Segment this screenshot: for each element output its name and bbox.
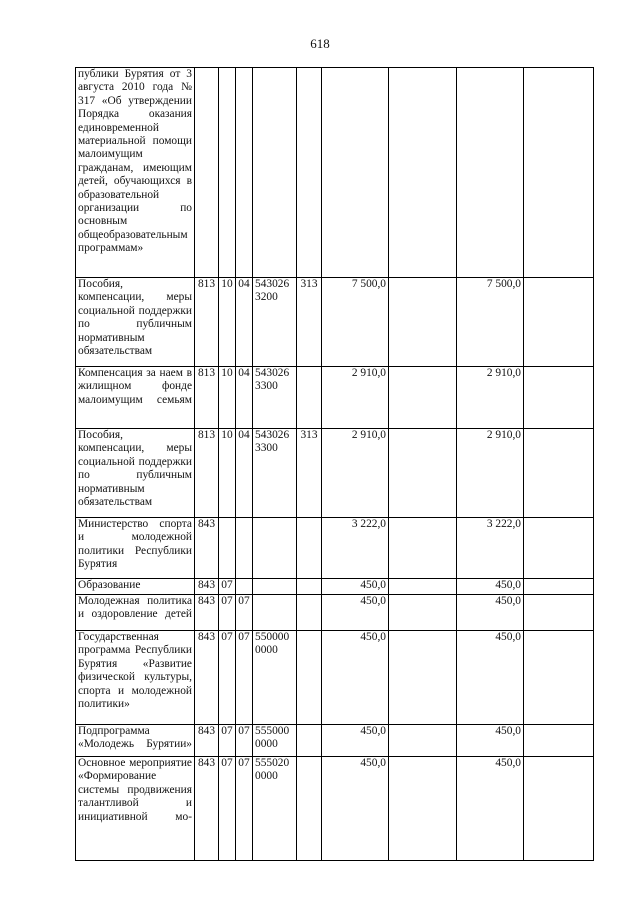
row-expense-type-code bbox=[297, 68, 322, 278]
row-subsection-code bbox=[236, 68, 253, 278]
row-amount-3: 2 910,0 bbox=[457, 367, 524, 429]
row-amount-1: 450,0 bbox=[322, 757, 389, 861]
row-expense-type-code bbox=[297, 725, 322, 757]
row-name: Компенсация за наем в жилищном фонде малоимущим семьям bbox=[76, 367, 195, 429]
row-section-code: 07 bbox=[219, 595, 236, 631]
row-subsection-code: 04 bbox=[236, 429, 253, 518]
row-grbs-code: 843 bbox=[195, 725, 219, 757]
row-name: Подпрограмма «Молодежь Бурятии» bbox=[76, 725, 195, 757]
row-amount-2 bbox=[389, 68, 457, 278]
row-target-article-code: 555020 0000 bbox=[253, 757, 297, 861]
row-amount-1: 450,0 bbox=[322, 595, 389, 631]
table-row bbox=[76, 579, 594, 595]
row-amount-1: 2 910,0 bbox=[322, 367, 389, 429]
table-row bbox=[76, 68, 594, 278]
row-target-article-code: 543026 3300 bbox=[253, 429, 297, 518]
row-expense-type-code bbox=[297, 518, 322, 579]
row-grbs-code: 813 bbox=[195, 429, 219, 518]
table-row bbox=[76, 757, 594, 861]
page-number: 618 bbox=[310, 36, 330, 51]
table-row bbox=[76, 278, 594, 367]
row-subsection-code: 07 bbox=[236, 725, 253, 757]
row-target-article-code bbox=[253, 579, 297, 595]
row-amount-1: 7 500,0 bbox=[322, 278, 389, 367]
row-amount-3: 450,0 bbox=[457, 725, 524, 757]
row-target-article-code bbox=[253, 68, 297, 278]
row-name: Основное мероприятие «Формирование системы продвижения талантливой и инициативной мо- bbox=[76, 757, 195, 861]
row-expense-type-code: 313 bbox=[297, 278, 322, 367]
row-amount-2 bbox=[389, 757, 457, 861]
row-amount-4 bbox=[524, 725, 594, 757]
row-amount-2 bbox=[389, 725, 457, 757]
row-amount-2 bbox=[389, 631, 457, 725]
row-amount-3: 3 222,0 bbox=[457, 518, 524, 579]
row-name: Министерство спорта и молодежной политики Республики Бурятия bbox=[76, 518, 195, 579]
row-amount-2 bbox=[389, 367, 457, 429]
row-amount-3: 450,0 bbox=[457, 595, 524, 631]
row-amount-2 bbox=[389, 518, 457, 579]
row-target-article-code: 550000 0000 bbox=[253, 631, 297, 725]
row-target-article-code bbox=[253, 518, 297, 579]
row-section-code bbox=[219, 68, 236, 278]
row-amount-4 bbox=[524, 595, 594, 631]
row-name: Государственная программа Республики Бурятия «Развитие физической культуры, спорта и молодежной политики» bbox=[76, 631, 195, 725]
row-grbs-code: 813 bbox=[195, 278, 219, 367]
row-amount-2 bbox=[389, 278, 457, 367]
row-expense-type-code bbox=[297, 579, 322, 595]
row-target-article-code: 555000 0000 bbox=[253, 725, 297, 757]
row-amount-4 bbox=[524, 429, 594, 518]
table-row bbox=[76, 631, 594, 725]
row-amount-1: 450,0 bbox=[322, 579, 389, 595]
row-expense-type-code bbox=[297, 631, 322, 725]
row-expense-type-code bbox=[297, 595, 322, 631]
row-amount-3: 2 910,0 bbox=[457, 429, 524, 518]
budget-table-body bbox=[76, 68, 594, 861]
row-grbs-code: 813 bbox=[195, 367, 219, 429]
row-amount-3: 450,0 bbox=[457, 757, 524, 861]
row-section-code: 10 bbox=[219, 367, 236, 429]
row-name: Образование bbox=[76, 579, 195, 595]
row-subsection-code: 04 bbox=[236, 367, 253, 429]
row-amount-3: 450,0 bbox=[457, 631, 524, 725]
row-name: публики Бурятия от 3 августа 2010 года № 317 «Об утверждении Порядка оказания единовременной материальной помощи малоимущим гражданам, имеющим детей, обучающихся в образовательной организации по основным общеобразовательным программам» bbox=[76, 68, 195, 278]
row-expense-type-code bbox=[297, 367, 322, 429]
row-amount-1 bbox=[322, 68, 389, 278]
table-row bbox=[76, 595, 594, 631]
row-grbs-code: 843 bbox=[195, 631, 219, 725]
row-subsection-code: 04 bbox=[236, 278, 253, 367]
row-subsection-code: 07 bbox=[236, 757, 253, 861]
row-expense-type-code: 313 bbox=[297, 429, 322, 518]
row-name: Пособия, компенсации, меры социальной поддержки по публичным нормативным обязательствам bbox=[76, 278, 195, 367]
row-amount-1: 450,0 bbox=[322, 725, 389, 757]
row-amount-2 bbox=[389, 595, 457, 631]
row-expense-type-code bbox=[297, 757, 322, 861]
row-amount-1: 2 910,0 bbox=[322, 429, 389, 518]
row-amount-3: 7 500,0 bbox=[457, 278, 524, 367]
row-subsection-code bbox=[236, 579, 253, 595]
row-amount-2 bbox=[389, 429, 457, 518]
row-amount-4 bbox=[524, 68, 594, 278]
row-section-code: 07 bbox=[219, 757, 236, 861]
row-amount-1: 450,0 bbox=[322, 631, 389, 725]
row-amount-4 bbox=[524, 631, 594, 725]
row-section-code: 10 bbox=[219, 278, 236, 367]
row-amount-4 bbox=[524, 518, 594, 579]
row-section-code: 10 bbox=[219, 429, 236, 518]
row-amount-2 bbox=[389, 579, 457, 595]
row-section-code: 07 bbox=[219, 579, 236, 595]
row-amount-4 bbox=[524, 757, 594, 861]
table-row bbox=[76, 367, 594, 429]
row-target-article-code bbox=[253, 595, 297, 631]
row-amount-4 bbox=[524, 367, 594, 429]
row-amount-4 bbox=[524, 278, 594, 367]
row-amount-3 bbox=[457, 68, 524, 278]
row-amount-4 bbox=[524, 579, 594, 595]
row-section-code: 07 bbox=[219, 725, 236, 757]
row-amount-3: 450,0 bbox=[457, 579, 524, 595]
row-amount-1: 3 222,0 bbox=[322, 518, 389, 579]
row-subsection-code: 07 bbox=[236, 595, 253, 631]
row-target-article-code: 543026 3300 bbox=[253, 367, 297, 429]
row-grbs-code bbox=[195, 68, 219, 278]
row-grbs-code: 843 bbox=[195, 595, 219, 631]
row-section-code: 07 bbox=[219, 631, 236, 725]
table-row bbox=[76, 429, 594, 518]
row-name: Молодежная политика и оздоровление детей bbox=[76, 595, 195, 631]
budget-table bbox=[75, 67, 594, 861]
row-name: Пособия, компенсации, меры социальной поддержки по публичным нормативным обязательствам bbox=[76, 429, 195, 518]
table-row bbox=[76, 725, 594, 757]
row-target-article-code: 543026 3200 bbox=[253, 278, 297, 367]
table-row bbox=[76, 518, 594, 579]
row-subsection-code: 07 bbox=[236, 631, 253, 725]
row-grbs-code: 843 bbox=[195, 757, 219, 861]
row-section-code bbox=[219, 518, 236, 579]
row-subsection-code bbox=[236, 518, 253, 579]
row-grbs-code: 843 bbox=[195, 579, 219, 595]
row-grbs-code: 843 bbox=[195, 518, 219, 579]
